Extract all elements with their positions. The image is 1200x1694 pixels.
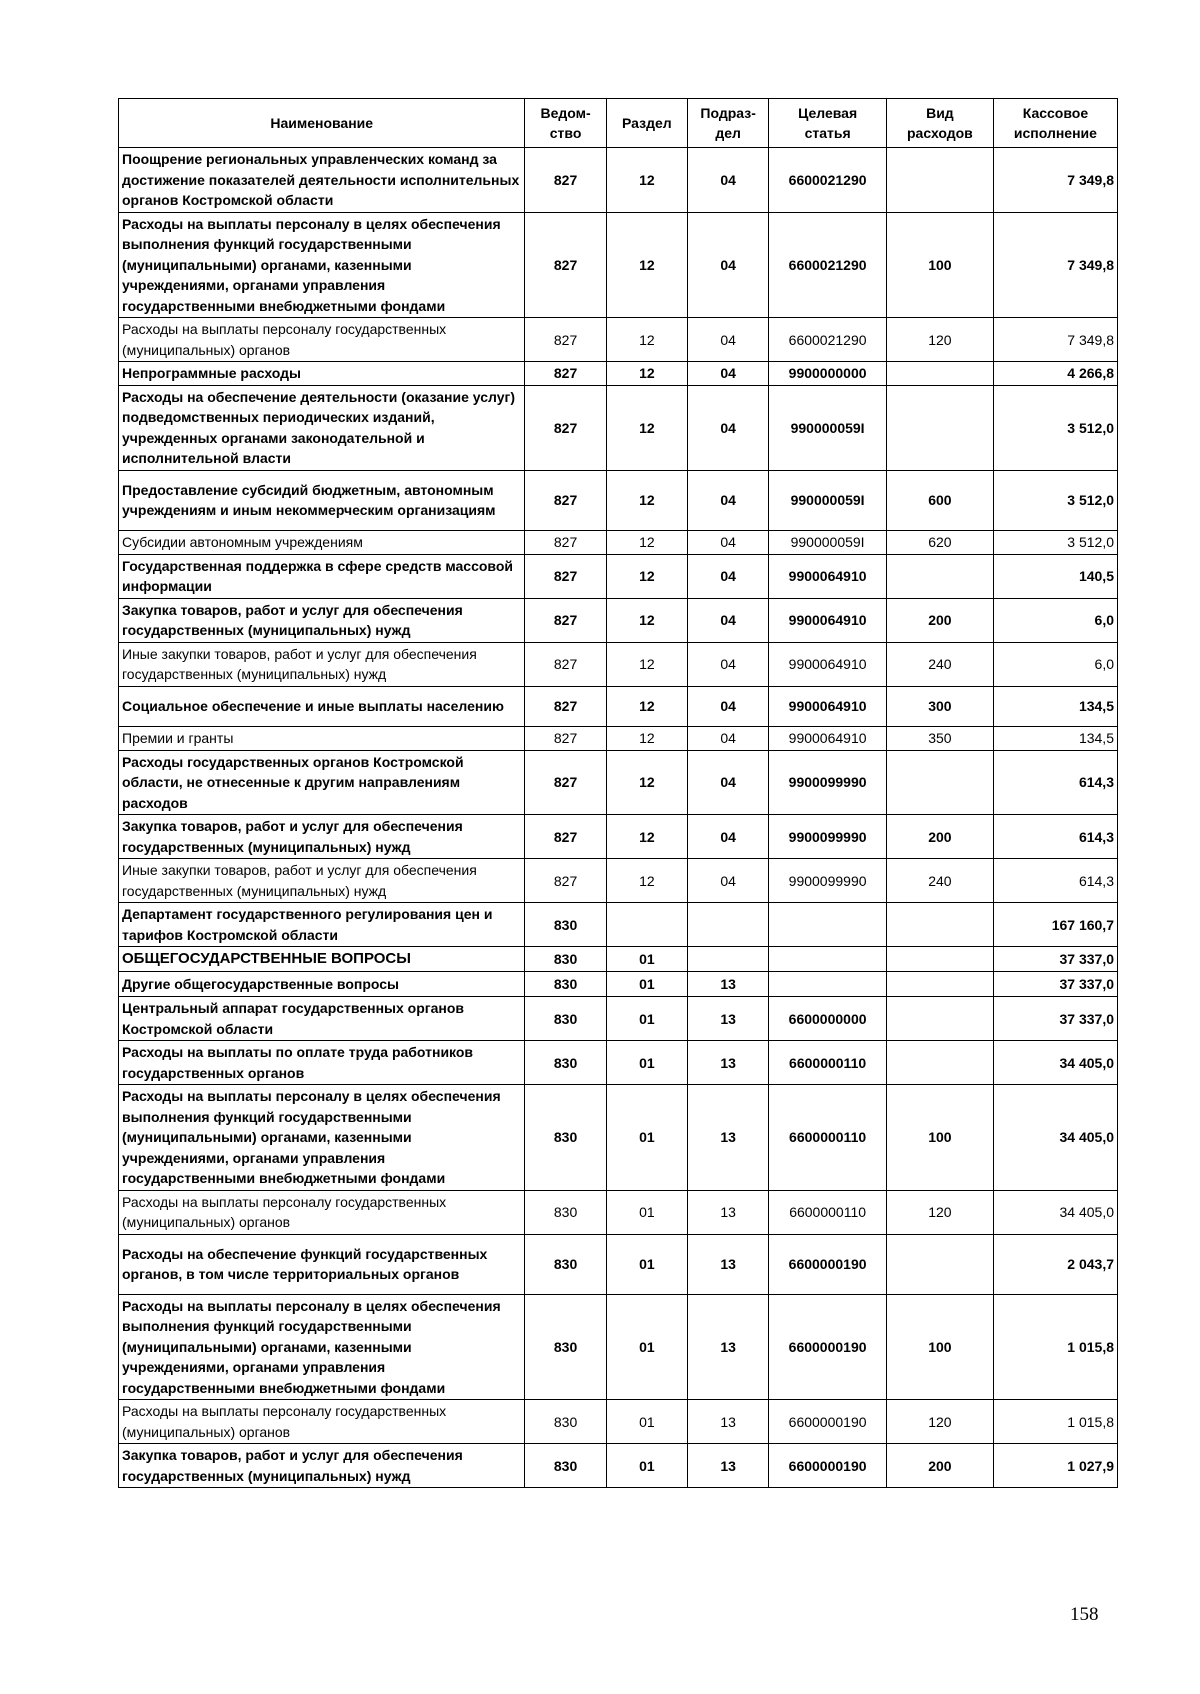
row-vedomstvo-cell: 830 xyxy=(525,1234,606,1294)
row-podrazdel-cell: 04 xyxy=(688,470,769,530)
row-amount-cell: 1 015,8 xyxy=(993,1400,1117,1444)
row-amount-cell: 134,5 xyxy=(993,726,1117,750)
row-target-article-cell: 990000059I xyxy=(769,530,887,554)
row-target-article-cell: 9900099990 xyxy=(769,859,887,903)
row-name-cell: Расходы на выплаты по оплате труда работников государственных органов xyxy=(119,1041,525,1085)
row-target-article-cell: 6600021290 xyxy=(769,318,887,362)
row-amount-cell: 34 405,0 xyxy=(993,1190,1117,1234)
row-name-cell: Расходы на выплаты персоналу в целях обеспечения выполнения функций государственными (муниципальными) органами, казенными учреждениями, органами управления государственными внебюджетными фондами xyxy=(119,1294,525,1400)
row-target-article-cell xyxy=(769,903,887,947)
table-row xyxy=(119,750,1118,815)
header-cash-execution: Кассовое исполнение xyxy=(993,99,1117,148)
row-vedomstvo-cell: 830 xyxy=(525,1085,606,1191)
row-podrazdel-cell: 04 xyxy=(688,686,769,726)
row-razdel-cell: 01 xyxy=(606,1294,687,1400)
row-podrazdel-cell: 04 xyxy=(688,530,769,554)
row-expense-type-cell xyxy=(886,1234,993,1294)
row-razdel-cell: 01 xyxy=(606,1041,687,1085)
row-amount-cell: 614,3 xyxy=(993,859,1117,903)
row-name-cell: Расходы на выплаты персоналу в целях обеспечения выполнения функций государственными (муниципальными) органами, казенными учреждениями, органами управления государственными внебюджетными фондами xyxy=(119,212,525,318)
table-row xyxy=(119,385,1118,470)
row-name-cell: Поощрение региональных управленческих команд за достижение показателей деятельности исполнительных органов Костромской области xyxy=(119,148,525,213)
header-expense-type: Вид расходов xyxy=(886,99,993,148)
row-razdel-cell: 12 xyxy=(606,750,687,815)
row-razdel-cell: 01 xyxy=(606,1085,687,1191)
row-target-article-cell: 990000059I xyxy=(769,385,887,470)
row-expense-type-cell: 100 xyxy=(886,1085,993,1191)
row-target-article-cell: 9900064910 xyxy=(769,726,887,750)
row-razdel-cell: 01 xyxy=(606,1444,687,1488)
row-amount-cell: 134,5 xyxy=(993,686,1117,726)
row-razdel-cell: 12 xyxy=(606,362,687,386)
row-amount-cell: 614,3 xyxy=(993,750,1117,815)
row-amount-cell: 7 349,8 xyxy=(993,318,1117,362)
row-razdel-cell: 01 xyxy=(606,997,687,1041)
row-name-cell: Закупка товаров, работ и услуг для обеспечения государственных (муниципальных) нужд xyxy=(119,1444,525,1488)
table-row xyxy=(119,1190,1118,1234)
row-podrazdel-cell: 04 xyxy=(688,859,769,903)
row-expense-type-cell xyxy=(886,972,993,997)
row-name-cell: Расходы на обеспечение деятельности (оказание услуг) подведомственных периодических изданий, учрежденных органами законодательной и исполнительной власти xyxy=(119,385,525,470)
row-target-article-cell: 6600000190 xyxy=(769,1234,887,1294)
row-amount-cell: 1 027,9 xyxy=(993,1444,1117,1488)
row-podrazdel-cell: 04 xyxy=(688,726,769,750)
row-razdel-cell: 01 xyxy=(606,1400,687,1444)
row-name-cell: Департамент государственного регулирования цен и тарифов Костромской области xyxy=(119,903,525,947)
row-podrazdel-cell: 13 xyxy=(688,1041,769,1085)
row-podrazdel-cell: 13 xyxy=(688,997,769,1041)
header-podrazdel: Подраз- дел xyxy=(688,99,769,148)
row-podrazdel-cell: 04 xyxy=(688,148,769,213)
row-name-cell: ОБЩЕГОСУДАРСТВЕННЫЕ ВОПРОСЫ xyxy=(119,947,525,972)
row-razdel-cell: 12 xyxy=(606,598,687,642)
row-vedomstvo-cell: 827 xyxy=(525,859,606,903)
row-expense-type-cell: 120 xyxy=(886,1190,993,1234)
row-razdel-cell: 01 xyxy=(606,1234,687,1294)
table-row xyxy=(119,997,1118,1041)
row-amount-cell: 37 337,0 xyxy=(993,997,1117,1041)
row-podrazdel-cell: 04 xyxy=(688,598,769,642)
row-vedomstvo-cell: 830 xyxy=(525,972,606,997)
row-target-article-cell: 6600000190 xyxy=(769,1400,887,1444)
row-vedomstvo-cell: 830 xyxy=(525,947,606,972)
row-amount-cell: 4 266,8 xyxy=(993,362,1117,386)
row-razdel-cell: 12 xyxy=(606,859,687,903)
row-razdel-cell: 12 xyxy=(606,385,687,470)
row-amount-cell: 7 349,8 xyxy=(993,148,1117,213)
row-vedomstvo-cell: 827 xyxy=(525,148,606,213)
row-expense-type-cell: 200 xyxy=(886,1444,993,1488)
row-name-cell: Государственная поддержка в сфере средств массовой информации xyxy=(119,554,525,598)
table-row xyxy=(119,642,1118,686)
row-vedomstvo-cell: 827 xyxy=(525,598,606,642)
header-razdel: Раздел xyxy=(606,99,687,148)
row-podrazdel-cell: 04 xyxy=(688,554,769,598)
row-target-article-cell: 6600021290 xyxy=(769,148,887,213)
table-row xyxy=(119,470,1118,530)
row-name-cell: Закупка товаров, работ и услуг для обеспечения государственных (муниципальных) нужд xyxy=(119,598,525,642)
table-row xyxy=(119,686,1118,726)
row-razdel-cell: 12 xyxy=(606,686,687,726)
row-target-article-cell: 9900064910 xyxy=(769,554,887,598)
row-podrazdel-cell: 04 xyxy=(688,362,769,386)
table-row xyxy=(119,972,1118,997)
row-podrazdel-cell: 13 xyxy=(688,1294,769,1400)
row-expense-type-cell: 600 xyxy=(886,470,993,530)
row-vedomstvo-cell: 827 xyxy=(525,362,606,386)
budget-table-sheet xyxy=(118,98,1118,1488)
row-vedomstvo-cell: 827 xyxy=(525,318,606,362)
row-razdel-cell: 01 xyxy=(606,1190,687,1234)
row-amount-cell: 3 512,0 xyxy=(993,470,1117,530)
row-razdel-cell: 12 xyxy=(606,318,687,362)
row-expense-type-cell: 350 xyxy=(886,726,993,750)
row-razdel-cell: 12 xyxy=(606,815,687,859)
row-expense-type-cell: 200 xyxy=(886,598,993,642)
row-podrazdel-cell: 04 xyxy=(688,212,769,318)
row-vedomstvo-cell: 830 xyxy=(525,997,606,1041)
row-vedomstvo-cell: 827 xyxy=(525,212,606,318)
row-name-cell: Расходы на обеспечение функций государственных органов, в том числе территориальных органов xyxy=(119,1234,525,1294)
table-row xyxy=(119,530,1118,554)
row-expense-type-cell: 200 xyxy=(886,815,993,859)
row-target-article-cell: 6600000190 xyxy=(769,1444,887,1488)
row-vedomstvo-cell: 827 xyxy=(525,642,606,686)
row-name-cell: Расходы государственных органов Костромской области, не отнесенные к другим направлениям расходов xyxy=(119,750,525,815)
row-vedomstvo-cell: 830 xyxy=(525,903,606,947)
row-vedomstvo-cell: 827 xyxy=(525,686,606,726)
row-razdel-cell xyxy=(606,903,687,947)
table-row xyxy=(119,1041,1118,1085)
header-name: Наименование xyxy=(119,99,525,148)
table-row xyxy=(119,1400,1118,1444)
row-name-cell: Закупка товаров, работ и услуг для обеспечения государственных (муниципальных) нужд xyxy=(119,815,525,859)
row-razdel-cell: 01 xyxy=(606,972,687,997)
row-podrazdel-cell: 13 xyxy=(688,1234,769,1294)
row-expense-type-cell: 120 xyxy=(886,1400,993,1444)
row-podrazdel-cell: 13 xyxy=(688,1190,769,1234)
row-vedomstvo-cell: 830 xyxy=(525,1400,606,1444)
table-row xyxy=(119,947,1118,972)
row-expense-type-cell: 100 xyxy=(886,1294,993,1400)
row-target-article-cell: 9900064910 xyxy=(769,686,887,726)
row-expense-type-cell xyxy=(886,148,993,213)
row-amount-cell: 2 043,7 xyxy=(993,1234,1117,1294)
row-vedomstvo-cell: 830 xyxy=(525,1444,606,1488)
row-vedomstvo-cell: 827 xyxy=(525,385,606,470)
row-amount-cell: 6,0 xyxy=(993,642,1117,686)
row-name-cell: Предоставление субсидий бюджетным, автономным учреждениям и иным некоммерческим организациям xyxy=(119,470,525,530)
row-expense-type-cell: 300 xyxy=(886,686,993,726)
row-target-article-cell: 9900000000 xyxy=(769,362,887,386)
row-target-article-cell: 6600000000 xyxy=(769,997,887,1041)
budget-execution-table xyxy=(118,98,1118,1488)
row-target-article-cell: 9900064910 xyxy=(769,642,887,686)
row-expense-type-cell: 240 xyxy=(886,859,993,903)
row-name-cell: Иные закупки товаров, работ и услуг для обеспечения государственных (муниципальных) нужд xyxy=(119,642,525,686)
row-name-cell: Центральный аппарат государственных органов Костромской области xyxy=(119,997,525,1041)
row-target-article-cell xyxy=(769,972,887,997)
table-row xyxy=(119,1294,1118,1400)
row-razdel-cell: 12 xyxy=(606,530,687,554)
table-row xyxy=(119,554,1118,598)
table-row xyxy=(119,903,1118,947)
row-expense-type-cell xyxy=(886,947,993,972)
row-expense-type-cell: 120 xyxy=(886,318,993,362)
row-vedomstvo-cell: 830 xyxy=(525,1190,606,1234)
row-vedomstvo-cell: 827 xyxy=(525,750,606,815)
row-amount-cell: 34 405,0 xyxy=(993,1085,1117,1191)
page-number: 158 xyxy=(1070,1604,1099,1625)
row-razdel-cell: 12 xyxy=(606,642,687,686)
row-amount-cell: 37 337,0 xyxy=(993,947,1117,972)
row-podrazdel-cell: 13 xyxy=(688,1444,769,1488)
row-podrazdel-cell xyxy=(688,947,769,972)
row-vedomstvo-cell: 827 xyxy=(525,470,606,530)
row-podrazdel-cell: 13 xyxy=(688,1085,769,1191)
row-target-article-cell: 6600000190 xyxy=(769,1294,887,1400)
row-razdel-cell: 12 xyxy=(606,726,687,750)
row-vedomstvo-cell: 830 xyxy=(525,1294,606,1400)
row-target-article-cell: 6600000110 xyxy=(769,1041,887,1085)
row-target-article-cell: 6600000110 xyxy=(769,1085,887,1191)
row-vedomstvo-cell: 827 xyxy=(525,530,606,554)
row-vedomstvo-cell: 827 xyxy=(525,726,606,750)
row-podrazdel-cell: 04 xyxy=(688,750,769,815)
row-target-article-cell xyxy=(769,947,887,972)
row-amount-cell: 3 512,0 xyxy=(993,385,1117,470)
table-row xyxy=(119,859,1118,903)
table-row xyxy=(119,1085,1118,1191)
table-row xyxy=(119,815,1118,859)
row-podrazdel-cell: 04 xyxy=(688,318,769,362)
row-name-cell: Расходы на выплаты персоналу в целях обеспечения выполнения функций государственными (муниципальными) органами, казенными учреждениями, органами управления государственными внебюджетными фондами xyxy=(119,1085,525,1191)
row-razdel-cell: 12 xyxy=(606,212,687,318)
table-row xyxy=(119,318,1118,362)
row-expense-type-cell xyxy=(886,554,993,598)
row-target-article-cell: 9900064910 xyxy=(769,598,887,642)
row-podrazdel-cell: 13 xyxy=(688,1400,769,1444)
row-name-cell: Премии и гранты xyxy=(119,726,525,750)
row-podrazdel-cell: 04 xyxy=(688,642,769,686)
row-podrazdel-cell xyxy=(688,903,769,947)
header-vedomstvo: Ведом- ство xyxy=(525,99,606,148)
row-razdel-cell: 12 xyxy=(606,470,687,530)
row-amount-cell: 167 160,7 xyxy=(993,903,1117,947)
header-target-article: Целевая статья xyxy=(769,99,887,148)
row-expense-type-cell xyxy=(886,385,993,470)
row-expense-type-cell: 620 xyxy=(886,530,993,554)
row-amount-cell: 140,5 xyxy=(993,554,1117,598)
row-amount-cell: 34 405,0 xyxy=(993,1041,1117,1085)
row-razdel-cell: 12 xyxy=(606,148,687,213)
row-razdel-cell: 01 xyxy=(606,947,687,972)
row-name-cell: Непрограммные расходы xyxy=(119,362,525,386)
row-name-cell: Субсидии автономным учреждениям xyxy=(119,530,525,554)
row-podrazdel-cell: 13 xyxy=(688,972,769,997)
row-amount-cell: 1 015,8 xyxy=(993,1294,1117,1400)
row-amount-cell: 614,3 xyxy=(993,815,1117,859)
row-expense-type-cell: 240 xyxy=(886,642,993,686)
row-target-article-cell: 6600021290 xyxy=(769,212,887,318)
table-row xyxy=(119,212,1118,318)
row-name-cell: Расходы на выплаты персоналу государственных (муниципальных) органов xyxy=(119,1400,525,1444)
row-name-cell: Расходы на выплаты персоналу государственных (муниципальных) органов xyxy=(119,318,525,362)
row-name-cell: Иные закупки товаров, работ и услуг для обеспечения государственных (муниципальных) нужд xyxy=(119,859,525,903)
row-amount-cell: 37 337,0 xyxy=(993,972,1117,997)
row-target-article-cell: 9900099990 xyxy=(769,750,887,815)
table-row xyxy=(119,148,1118,213)
table-row xyxy=(119,362,1118,386)
row-expense-type-cell xyxy=(886,1041,993,1085)
row-podrazdel-cell: 04 xyxy=(688,385,769,470)
row-expense-type-cell xyxy=(886,750,993,815)
row-expense-type-cell: 100 xyxy=(886,212,993,318)
row-name-cell: Другие общегосударственные вопросы xyxy=(119,972,525,997)
row-expense-type-cell xyxy=(886,362,993,386)
row-razdel-cell: 12 xyxy=(606,554,687,598)
row-expense-type-cell xyxy=(886,903,993,947)
row-target-article-cell: 6600000110 xyxy=(769,1190,887,1234)
row-vedomstvo-cell: 830 xyxy=(525,1041,606,1085)
table-header-row xyxy=(119,99,1118,148)
row-target-article-cell: 9900099990 xyxy=(769,815,887,859)
table-row xyxy=(119,1234,1118,1294)
table-row xyxy=(119,1444,1118,1488)
row-vedomstvo-cell: 827 xyxy=(525,554,606,598)
table-row xyxy=(119,726,1118,750)
row-podrazdel-cell: 04 xyxy=(688,815,769,859)
row-name-cell: Расходы на выплаты персоналу государственных (муниципальных) органов xyxy=(119,1190,525,1234)
row-amount-cell: 3 512,0 xyxy=(993,530,1117,554)
row-amount-cell: 6,0 xyxy=(993,598,1117,642)
row-amount-cell: 7 349,8 xyxy=(993,212,1117,318)
row-name-cell: Социальное обеспечение и иные выплаты населению xyxy=(119,686,525,726)
row-vedomstvo-cell: 827 xyxy=(525,815,606,859)
row-target-article-cell: 990000059I xyxy=(769,470,887,530)
table-row xyxy=(119,598,1118,642)
row-expense-type-cell xyxy=(886,997,993,1041)
